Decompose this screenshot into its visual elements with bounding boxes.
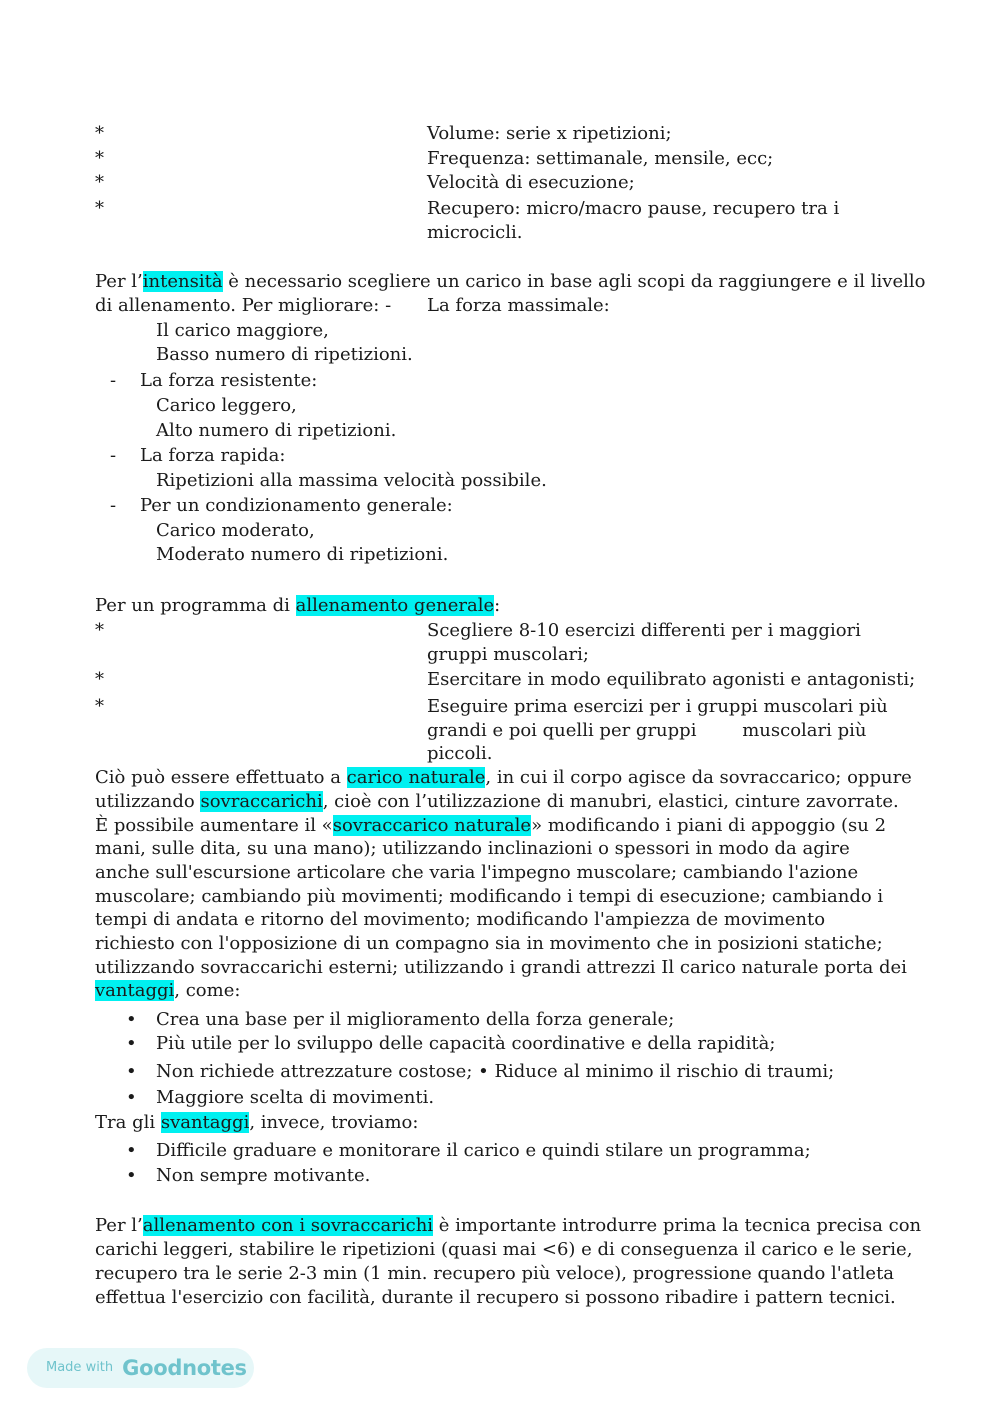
list-item: Basso numero di ripetizioni.: [156, 344, 413, 365]
text: utilizzando: [95, 791, 201, 812]
group-title: La forza resistente:: [140, 370, 318, 391]
paragraph-line: [95, 790, 899, 814]
bullet: •: [126, 1009, 137, 1030]
text: , cioè con l’utilizzazione di manubri, elastici, cinture zavorrate.: [322, 791, 899, 812]
highlight-sovraccarichi: sovraccarichi: [200, 791, 323, 812]
paragraph-line: [95, 814, 886, 838]
list-bullet: *: [95, 148, 104, 169]
highlight-vantaggi: vantaggi: [95, 980, 175, 1001]
text: :: [494, 595, 501, 616]
list-bullet: *: [95, 620, 104, 641]
intensita-line-1: [95, 270, 925, 294]
list-item: Ripetizioni alla massima velocità possibile.: [156, 470, 547, 491]
text: , invece, troviamo:: [249, 1112, 419, 1133]
group-title: La forza rapida:: [140, 445, 286, 466]
list-item: Non sempre motivante.: [156, 1165, 371, 1186]
list-item: Scegliere 8-10 esercizi differenti per i maggiori: [427, 620, 861, 641]
list-bullet: *: [95, 669, 104, 690]
dash: -: [110, 445, 117, 466]
highlight-intensita: intensità: [142, 271, 223, 292]
list-item-continuation: piccoli.: [427, 743, 493, 764]
bullet: •: [126, 1165, 137, 1186]
list-item: Carico leggero,: [156, 395, 297, 416]
paragraph-line: richiesto con l'opposizione di un compagno sia in movimento che in posizioni statiche;: [95, 933, 883, 954]
list-item: Recupero: micro/macro pause, recupero tra i: [427, 198, 840, 219]
group-title: Per un condizionamento generale:: [140, 495, 453, 516]
highlight-allenamento-generale: allenamento generale: [295, 595, 495, 616]
list-bullet: *: [95, 198, 104, 219]
bullet: •: [126, 1061, 137, 1082]
text: , come:: [174, 980, 241, 1001]
massimale-title: La forza massimale:: [427, 295, 610, 316]
list-item: Crea una base per il miglioramento della forza generale;: [156, 1009, 675, 1030]
paragraph-line: [95, 1214, 921, 1238]
intensita-line-2: di allenamento. Per migliorare: -: [95, 295, 392, 316]
text: è necessario scegliere un carico in base agli scopi da raggiungere e il livello: [222, 271, 926, 292]
paragraph-line: tempi di andata e ritorno del movimento; modificando l'ampiezza de movimento: [95, 909, 826, 930]
paragraph-line: anche sull'escursione articolare che varia l'impegno muscolare; cambiando l'azione: [95, 862, 859, 883]
list-item: Il carico maggiore,: [156, 320, 329, 341]
paragraph-line: muscolare; cambiando più movimenti; modificando i tempi di esecuzione; cambiando i: [95, 886, 884, 907]
text: Per un programma di: [95, 595, 296, 616]
paragraph-line: recupero tra le serie 2-3 min (1 min. recupero più veloce), progressione quando l'atleta: [95, 1263, 895, 1284]
text: Per l’: [95, 271, 143, 292]
text: Tra gli: [95, 1112, 161, 1133]
text: È possibile aumentare il «: [95, 815, 333, 836]
list-item-continuation: gruppi muscolari;: [427, 644, 589, 665]
paragraph-line: utilizzando sovraccarichi esterni; utilizzando i grandi attrezzi Il carico naturale porta dei: [95, 957, 907, 978]
list-item: Non richiede attrezzature costose; • Riduce al minimo il rischio di traumi;: [156, 1061, 835, 1082]
list-bullet: *: [95, 172, 104, 193]
paragraph-line: carichi leggeri, stabilire le ripetizioni (quasi mai <6) e di conseguenza il carico e le serie,: [95, 1239, 913, 1260]
text: » modificando i piani di appoggio (su 2: [531, 815, 887, 836]
paragraph-line: [95, 979, 240, 1003]
paragraph-line: effettua l'esercizio con facilità, durante il recupero si possono ribadire i pattern tecnici.: [95, 1287, 896, 1308]
list-item: Più utile per lo sviluppo delle capacità coordinative e della rapidità;: [156, 1033, 776, 1054]
highlight-carico-naturale: carico naturale: [346, 767, 486, 788]
highlight-allenamento-sovraccarichi: allenamento con i sovraccarichi: [142, 1215, 434, 1236]
text: Ciò può essere effettuato a: [95, 767, 347, 788]
highlight-sovraccarico-naturale: sovraccarico naturale: [332, 815, 532, 836]
list-bullet: *: [95, 696, 104, 717]
made-with-goodnotes-badge[interactable]: [27, 1348, 254, 1388]
text: è importante introdurre prima la tecnica precisa con: [433, 1215, 922, 1236]
paragraph-line: mani, sulle dita, su una mano); utilizzando inclinazioni o spessori in modo da agire: [95, 838, 850, 859]
highlight-svantaggi: svantaggi: [160, 1112, 250, 1133]
list-item: Eseguire prima esercizi per i gruppi muscolari più: [427, 696, 888, 717]
made-with-label: Made with: [46, 1360, 114, 1375]
list-item: Maggiore scelta di movimenti.: [156, 1087, 435, 1108]
dash: -: [110, 495, 117, 516]
list-item: Frequenza: settimanale, mensile, ecc;: [427, 148, 774, 169]
paragraph-line: [95, 766, 912, 790]
list-item: Moderato numero di ripetizioni.: [156, 544, 449, 565]
list-item: Esercitare in modo equilibrato agonisti e antagonisti;: [427, 669, 916, 690]
list-item-continuation: microcicli.: [427, 222, 523, 243]
list-item: Carico moderato,: [156, 520, 315, 541]
goodnotes-logo: Goodnotes: [122, 1356, 247, 1380]
bullet: •: [126, 1087, 137, 1108]
generale-heading: [95, 594, 500, 618]
list-item-continuation: grandi e poi quelli per gruppi muscolari più: [427, 720, 867, 741]
bullet: •: [126, 1033, 137, 1054]
dash: -: [110, 370, 117, 391]
list-item: Alto numero di ripetizioni.: [156, 420, 397, 441]
list-item: Difficile graduare e monitorare il carico e quindi stilare un programma;: [156, 1140, 811, 1161]
list-item: Velocità di esecuzione;: [427, 172, 635, 193]
text: , in cui il corpo agisce da sovraccarico; oppure: [485, 767, 912, 788]
list-bullet: *: [95, 123, 104, 144]
list-item: Volume: serie x ripetizioni;: [427, 123, 672, 144]
bullet: •: [126, 1140, 137, 1161]
svantaggi-heading: [95, 1111, 418, 1135]
text: Per l’: [95, 1215, 143, 1236]
